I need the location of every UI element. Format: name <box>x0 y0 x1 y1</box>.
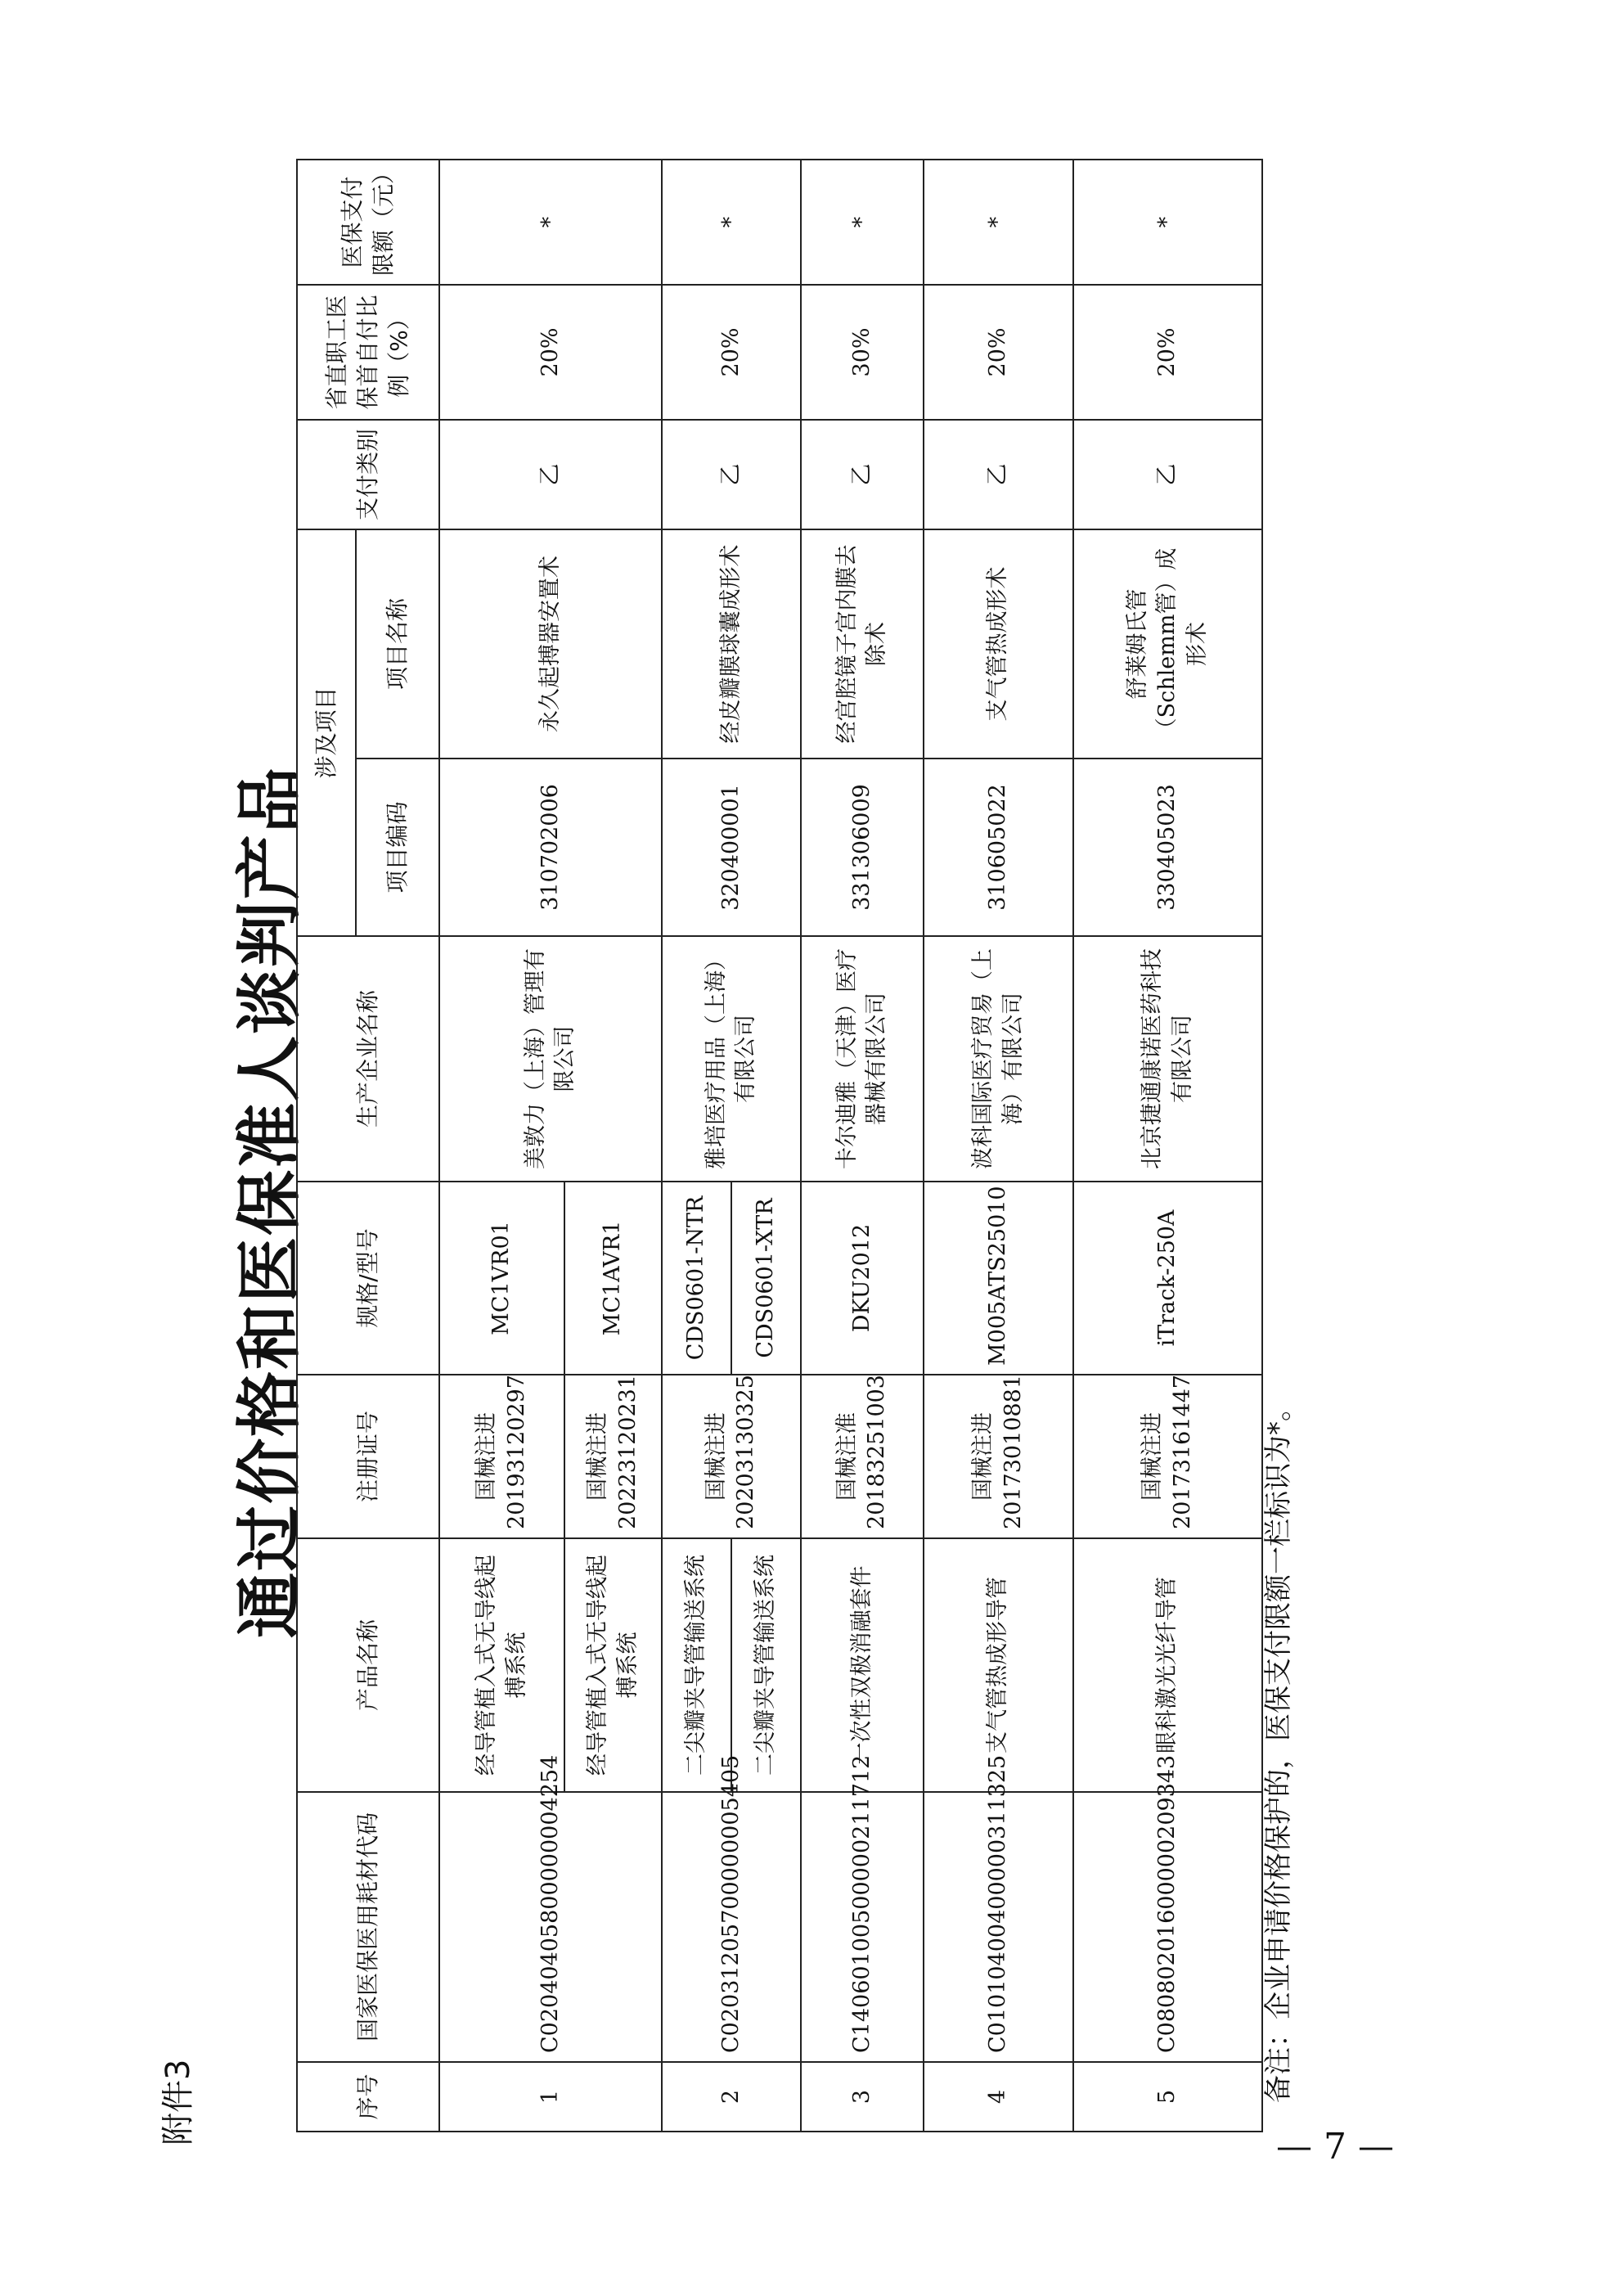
cell-product: 支气管热成形导管 <box>924 1538 1073 1792</box>
cell-spec: iTrack-250A <box>1073 1182 1262 1375</box>
table-row <box>801 160 924 2132</box>
cell-code: C02031205700000005405 <box>662 1792 801 2062</box>
header-row-1 <box>297 160 356 2132</box>
cell-project-name: 支气管热成形术 <box>924 529 1073 759</box>
header-code: 国家医保医用耗材代码 <box>297 1792 439 2062</box>
cell-product: 经导管植入式无导线起搏系统 <box>564 1538 662 1792</box>
cell-project-code: 330405023 <box>1073 759 1262 936</box>
cell-product: 二尖瓣夹导管输送系统 <box>753 1555 779 1776</box>
cell-code: C01010400400000311325 <box>924 1792 1073 2062</box>
cell-self-pay: 20% <box>924 285 1073 420</box>
header-self-pay: 省直职工医保首自付比例（%） <box>297 285 439 420</box>
cell-spec: MC1AVR1 <box>564 1182 662 1375</box>
cell-project-name: 永久起搏器安置术 <box>439 529 662 759</box>
cell-spec: MC1VR01 <box>439 1182 564 1375</box>
cell-self-pay: 20% <box>662 285 801 420</box>
table-row <box>439 160 564 2132</box>
cell-maker: 北京捷通康诺医药科技有限公司 <box>1073 936 1262 1182</box>
header-project-code: 项目编码 <box>356 759 439 936</box>
cell-project-name: 舒莱姆氏管（Schlemm管）成形术 <box>1073 529 1262 759</box>
cell-self-pay: 30% <box>801 285 924 420</box>
header-product: 产品名称 <box>297 1538 439 1792</box>
cell-pay-type: 乙 <box>439 420 662 529</box>
cell-product: 眼科激光光纤导管 <box>1073 1538 1262 1792</box>
table-row <box>662 160 801 2132</box>
cell-maker: 波科国际医疗贸易（上海）有限公司 <box>924 936 1073 1182</box>
page-number: — 7 — <box>1276 2126 1394 2168</box>
cell-seq: 4 <box>924 2062 1073 2132</box>
cell-maker: 雅培医疗用品（上海）有限公司 <box>662 936 801 1182</box>
cell-project-code: 331306009 <box>801 759 924 936</box>
cell-pay-type: 乙 <box>801 420 924 529</box>
cell-product: 一次性双极消融套件 <box>801 1538 924 1792</box>
cell-project-code: 320400001 <box>662 759 801 936</box>
cell-seq: 2 <box>662 2062 801 2132</box>
cell-reg: 国械注进20203130325 <box>662 1375 801 1538</box>
cell-seq: 3 <box>801 2062 924 2132</box>
header-seq: 序号 <box>297 2062 439 2132</box>
cell-product: 二尖瓣夹导管输送系统 <box>663 1539 731 1791</box>
cell-spec: CDS0601-NTR <box>663 1182 731 1374</box>
attachment-label: 附件3 <box>160 2059 197 2145</box>
product-table <box>296 159 1263 2132</box>
cell-reg: 国械注进20223120231 <box>564 1375 662 1538</box>
cell-limit: * <box>924 160 1073 285</box>
cell-project-name: 经宫腔镜子宫内膜去除术 <box>801 529 924 759</box>
cell-code: C08080201600000209343 <box>1073 1792 1262 2062</box>
cell-reg: 国械注进20173010881 <box>924 1375 1073 1538</box>
cell-pay-type: 乙 <box>924 420 1073 529</box>
cell-spec: CDS0601-XTR <box>753 1198 779 1358</box>
page-title: 通过价格和医保准人谈判产品 <box>232 766 308 1638</box>
header-maker: 生产企业名称 <box>297 936 439 1182</box>
cell-self-pay: 20% <box>439 285 662 420</box>
cell-limit: * <box>1073 160 1262 285</box>
header-limit: 医保支付限额（元） <box>297 160 439 285</box>
cell-product-split <box>662 1538 801 1792</box>
cell-limit: * <box>801 160 924 285</box>
cell-seq: 5 <box>1073 2062 1262 2132</box>
cell-spec: DKU2012 <box>801 1182 924 1375</box>
header-project: 涉及项目 <box>297 529 356 936</box>
table-row <box>924 160 1073 2132</box>
header-project-name: 项目名称 <box>356 529 439 759</box>
cell-spec-split <box>662 1182 801 1375</box>
cell-seq: 1 <box>439 2062 662 2132</box>
cell-limit: * <box>439 160 662 285</box>
cell-project-code: 310702006 <box>439 759 662 936</box>
cell-product: 经导管植入式无导线起搏系统 <box>439 1538 564 1792</box>
cell-limit: * <box>662 160 801 285</box>
footnote: 备注：企业申请价格保护的，医保支付限额一栏标识为*。 <box>1262 1393 1295 2103</box>
cell-pay-type: 乙 <box>662 420 801 529</box>
cell-project-name: 经皮瓣膜球囊成形术 <box>662 529 801 759</box>
cell-maker: 美敦力（上海）管理有限公司 <box>439 936 662 1182</box>
cell-project-code: 310605022 <box>924 759 1073 936</box>
cell-self-pay: 20% <box>1073 285 1262 420</box>
cell-reg: 国械注进20193120297 <box>439 1375 564 1538</box>
header-pay-type: 支付类别 <box>297 420 439 529</box>
cell-code: C14060100500000211712 <box>801 1792 924 2062</box>
table-row <box>1073 160 1262 2132</box>
cell-reg: 国械注进20173161447 <box>1073 1375 1262 1538</box>
product-table-wrapper <box>296 160 1260 2132</box>
cell-pay-type: 乙 <box>1073 420 1262 529</box>
cell-code: C02040405800000004254 <box>439 1792 662 2062</box>
cell-reg: 国械注准20183251003 <box>801 1375 924 1538</box>
cell-maker: 卡尔迪雅（天津）医疗器械有限公司 <box>801 936 924 1182</box>
cell-spec: M005ATS25010 <box>924 1182 1073 1375</box>
header-reg: 注册证号 <box>297 1375 439 1538</box>
header-spec: 规格/型号 <box>297 1182 439 1375</box>
